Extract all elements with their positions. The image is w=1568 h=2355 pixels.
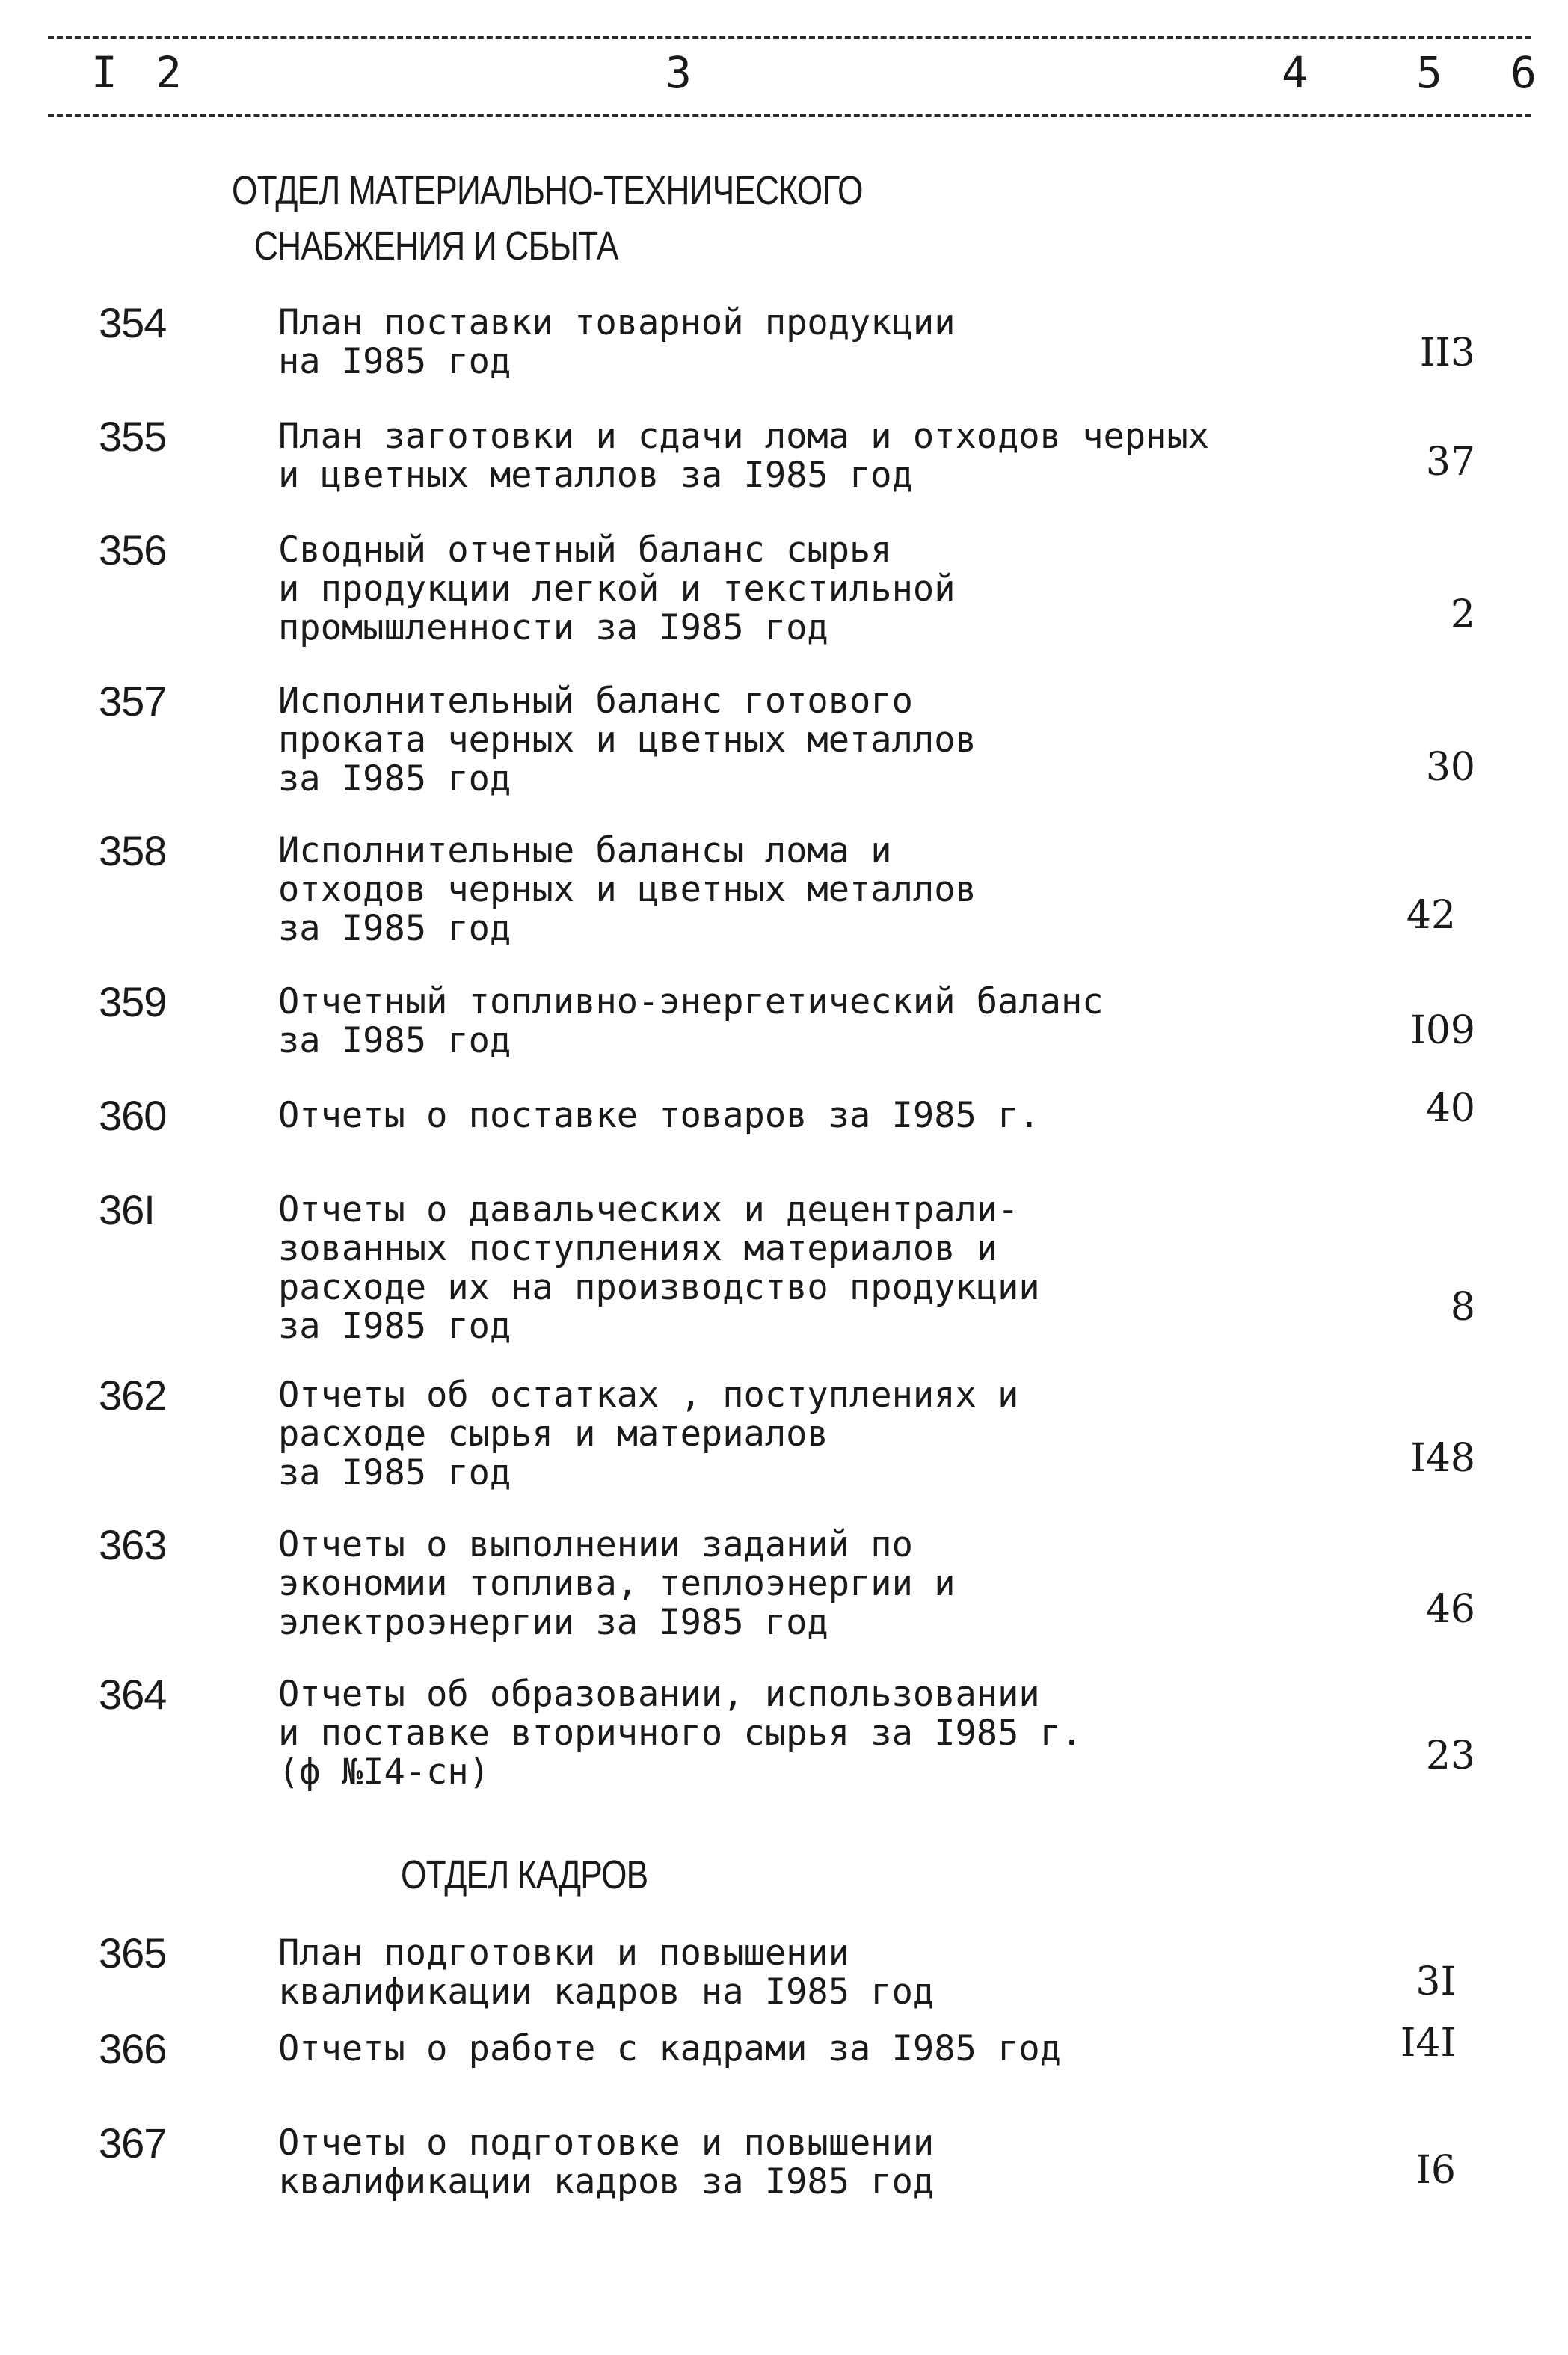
entry-title-line: отходов черных и цветных металлов [278, 869, 977, 910]
entry-number: 360 [99, 1092, 167, 1139]
header-bottom-rule [48, 114, 1531, 117]
entry-title-line: квалификации кадров за I985 год [278, 2161, 935, 2202]
entry-title [278, 1376, 1018, 1493]
entry-title-line: План подготовки и повышении [278, 1932, 850, 1974]
column-number-5: 5 [1416, 47, 1442, 98]
entry-title-line: Отчеты об остатках , поступлениях и [278, 1375, 1019, 1416]
entry-title-line: Исполнительный баланс готового [278, 681, 913, 722]
entry-title [278, 417, 1209, 495]
entry-title-line: промышленности за I985 год [278, 607, 828, 648]
entry-title-line: проката черных и цветных металлов [278, 719, 977, 761]
entry-title-line: План поставки товарной продукции [278, 302, 956, 343]
entry-title [278, 1934, 934, 2012]
entry-page-count: I6 [1415, 2148, 1456, 2193]
column-number-6: 6 [1510, 47, 1537, 98]
entry-title [278, 2124, 934, 2202]
entry-title [278, 1675, 1082, 1792]
entry-title-line: Сводный отчетный баланс сырья [278, 529, 892, 571]
entry-title [278, 531, 955, 648]
entry-title [278, 1096, 1040, 1135]
entry-title-line: Отчеты о поставке товаров за I985 г. [278, 1095, 1040, 1136]
entry-page-count: 2 [1450, 592, 1475, 637]
entry-title-line: экономии топлива, теплоэнергии и [278, 1563, 956, 1604]
entry-page-count: 3I [1415, 1959, 1456, 2004]
entry-title-line: за I985 год [278, 908, 511, 949]
entry-title-line: План заготовки и сдачи лома и отходов черных [278, 416, 1210, 457]
entry-title [278, 682, 977, 799]
entry-page-count: 23 [1425, 1734, 1475, 1778]
entry-title-line: электроэнергии за I985 год [278, 1602, 828, 1643]
entry-page-count: 30 [1425, 745, 1475, 790]
entry-number: 362 [99, 1372, 167, 1419]
entry-title-line: за I985 год [278, 758, 511, 799]
entry-page-count: 46 [1425, 1587, 1475, 1632]
entry-page-count: II3 [1419, 331, 1475, 375]
column-number-4: 4 [1282, 47, 1308, 98]
entry-title-line: Отчетный топливно-энергетический баланс [278, 981, 1104, 1022]
entry-number: 363 [99, 1521, 167, 1568]
section-heading-line: ОТДЕЛ МАТЕРИАЛЬНО-ТЕХНИЧЕСКОГО [232, 168, 863, 213]
section-heading-line: ОТДЕЛ КАДРОВ [401, 1852, 648, 1897]
entry-title-line: и продукции легкой и текстильной [278, 568, 956, 610]
entry-title-line: на I985 год [278, 341, 511, 382]
column-number-2: 2 [156, 47, 182, 98]
entry-page-count: I4I [1400, 2021, 1456, 2066]
entry-number: 366 [99, 2025, 167, 2072]
header-top-rule [48, 36, 1531, 39]
entry-title-line: за I985 год [278, 1306, 511, 1347]
entry-title-line: (ф №I4-сн) [278, 1751, 490, 1793]
entry-number: 36I [99, 1186, 155, 1233]
entry-title-line: за I985 год [278, 1020, 511, 1061]
entry-title [278, 1191, 1040, 1346]
entry-title-line: расходе сырья и материалов [278, 1413, 828, 1455]
entry-number: 359 [99, 978, 167, 1025]
entry-page-count: 40 [1425, 1086, 1475, 1131]
entry-title-line: Отчеты о подготовке и повышении [278, 2122, 935, 2164]
entry-page-count: I09 [1410, 1008, 1475, 1053]
entry-title [278, 832, 977, 948]
entry-number: 354 [99, 299, 167, 346]
entry-title-line: зованных поступлениях материалов и [278, 1228, 998, 1269]
entry-title-line: Отчеты о давальческих и децентрали- [278, 1189, 1019, 1230]
entry-number: 356 [99, 526, 167, 574]
entry-number: 367 [99, 2119, 167, 2167]
entry-number: 355 [99, 413, 167, 460]
section-heading-line: СНАБЖЕНИЯ И СБЫТА [254, 224, 618, 268]
entry-title-line: и цветных металлов за I985 год [278, 455, 913, 496]
entry-title-line: за I985 год [278, 1452, 511, 1493]
entry-page-count: 37 [1425, 440, 1475, 485]
entry-title-line: Исполнительные балансы лома и [278, 830, 892, 871]
entry-number: 358 [99, 827, 167, 874]
column-number-3: 3 [665, 47, 692, 98]
entry-title-line: Отчеты о выполнении заданий по [278, 1524, 913, 1565]
entry-page-count: 42 [1406, 893, 1456, 938]
entry-title-line: квалификации кадров на I985 год [278, 1971, 935, 2012]
entry-title [278, 2030, 1061, 2069]
entry-number: 357 [99, 678, 167, 725]
entry-number: 364 [99, 1671, 167, 1718]
entry-title-line: Отчеты о работе с кадрами за I985 год [278, 2028, 1061, 2069]
column-number-1: I [91, 47, 117, 98]
entry-title [278, 1526, 955, 1642]
entry-number: 365 [99, 1929, 167, 1977]
entry-title-line: Отчеты об образовании, использовании [278, 1674, 1040, 1715]
entry-page-count: I48 [1410, 1436, 1475, 1481]
entry-title-line: расходе их на производство продукции [278, 1267, 1040, 1308]
entry-title [278, 304, 955, 381]
entry-title [278, 983, 1104, 1060]
entry-page-count: 8 [1450, 1285, 1475, 1330]
entry-title-line: и поставке вторичного сырья за I985 г. [278, 1713, 1083, 1754]
